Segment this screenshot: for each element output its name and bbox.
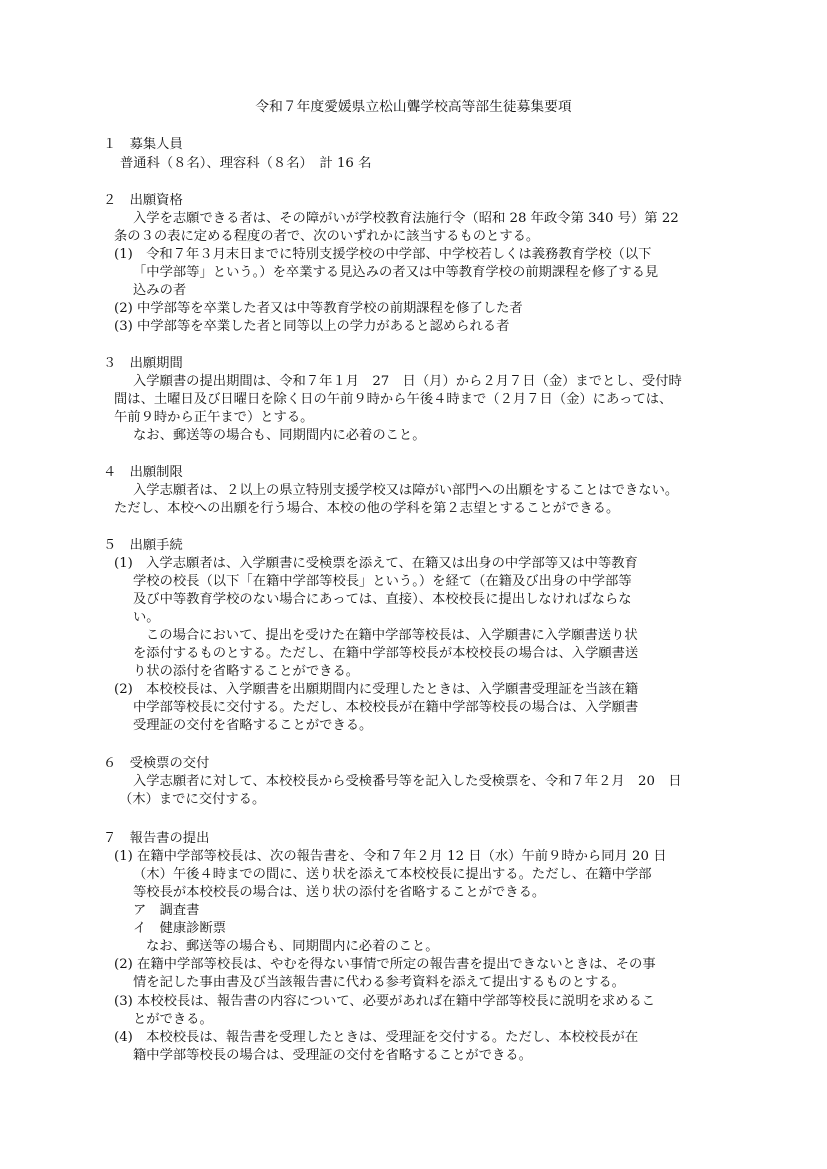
section-5-line: (1) 入学志願者は、入学願書に受検票を添えて、在籍又は出身の中学部等又は中等教育 <box>114 556 638 571</box>
section-5-line: 受理証の交付を省略することができる。 <box>133 718 373 733</box>
section-5-heading: ５ 出願手続 <box>103 538 183 553</box>
section-7-line: (3) 本校校長は、報告書の内容について、必要があれば在籍中学部等校長に説明を求めるこ <box>114 994 656 1009</box>
section-4-heading: ４ 出願制限 <box>103 465 183 480</box>
section-7-line: 情を記した事由書及び当該報告書に代わる参考資料を添えて提出するものとする。 <box>133 975 625 990</box>
section-2-line: 条の３の表に定める程度の者で、次のいずれかに該当するものとする。 <box>114 229 540 244</box>
section-7-heading: ７ 報告書の提出 <box>103 831 210 846</box>
section-2-line: (1) 令和７年３月末日までに特別支援学校の中学部、中学校若しくは義務教育学校（以下 <box>114 247 652 262</box>
section-7-line: (2) 在籍中学部等校長は、やむを得ない事情で所定の報告書を提出できないときは、その事 <box>114 957 656 972</box>
section-2-heading: ２ 出願資格 <box>103 193 183 208</box>
section-6-line: 入学志願者に対して、本校校長から受検番号等を記入した受検票を、令和７年２月 20 日 <box>133 774 682 789</box>
document-title: 令和７年度愛媛県立松山聾学校高等部生徒募集要項 <box>255 99 572 115</box>
section-4-line: ただし、本校への出願を行う場合、本校の他の学科を第２志望とすることができる。 <box>114 501 620 516</box>
section-3-line: 間は、土曜日及び日曜日を除く日の午前９時から午後４時まで（２月７日（金）にあっては、 <box>114 392 673 407</box>
section-7-line: （木）午後４時までの間に、送り状を添えて本校校長に提出する。ただし、在籍中学部 <box>133 867 652 882</box>
section-4-line: 入学志願者は、２以上の県立特別支援学校又は障がい部門への出願をすることはできない。 <box>133 483 679 498</box>
section-2-line: 「中学部等」という。）を卒業する見込みの者又は中等教育学校の前期課程を修了する見 <box>133 265 659 280</box>
section-5-line: 中学部等校長に交付する。ただし、本校校長が在籍中学部等校長の場合は、入学願書 <box>133 700 639 715</box>
section-2-line: 込みの者 <box>133 283 187 298</box>
section-2-line: (3) 中学部等を卒業した者と同等以上の学力があると認められる者 <box>114 319 510 334</box>
section-5-line: り状の添付を省略することができる。 <box>133 664 360 679</box>
section-5-line: この場合において、提出を受けた在籍中学部等校長は、入学願書に入学願書送り状 <box>146 628 638 643</box>
section-5-line: 及び中等教育学校のない場合にあっては、直接）、本校校長に提出しなければならな <box>133 592 632 607</box>
section-2-line: 入学を志願できる者は、その障がいが学校教育法施行令（昭和 28 年政令第 340 号）第 22 <box>133 211 679 226</box>
section-7-line: なお、郵送等の場合も、同期間内に必着のこと。 <box>146 939 439 954</box>
section-7-line: 等校長が本校校長の場合は、送り状の添付を省略することができる。 <box>133 885 546 900</box>
section-5-line: い。 <box>133 610 160 625</box>
section-3-line: 午前９時から正午まで）とする。 <box>114 410 314 425</box>
section-5-line: 学校の校長（以下「在籍中学部等校長」という。）を経て（在籍及び出身の中学部等 <box>133 574 632 589</box>
section-7-line: (4) 本校校長は、報告書を受理したときは、受理証を交付する。ただし、本校校長が在 <box>114 1030 639 1045</box>
section-7-line: (1) 在籍中学部等校長は、次の報告書を、令和７年２月 12 日（水）午前９時から同月 20 日 <box>114 849 667 864</box>
section-3-line: 入学願書の提出期間は、令和７年１月 27 日（月）から２月７日（金）までとし、受付時 <box>133 374 682 389</box>
section-7-line: 籍中学部等校長の場合は、受理証の交付を省略することができる。 <box>133 1048 532 1063</box>
section-1-line: 普通科（８名）、理容科（８名） 計 16 名 <box>120 156 372 171</box>
section-2-line: (2) 中学部等を卒業した者又は中等教育学校の前期課程を修了した者 <box>114 301 523 316</box>
section-7-line: とができる。 <box>133 1012 213 1027</box>
section-5-line: (2) 本校校長は、入学願書を出願期間内に受理したときは、入学願書受理証を当該在籍 <box>114 682 639 697</box>
section-3-heading: ３ 出願期間 <box>103 356 183 371</box>
section-7-line: ア 調査書 <box>133 903 200 918</box>
section-3-line: なお、郵送等の場合も、同期間内に必着のこと。 <box>133 428 426 443</box>
section-5-line: を添付するものとする。ただし、在籍中学部等校長が本校校長の場合は、入学願書送 <box>133 646 639 661</box>
section-1-heading: １ 募集人員 <box>103 137 183 152</box>
section-7-line: イ 健康診断票 <box>133 921 227 936</box>
section-6-heading: ６ 受検票の交付 <box>103 756 210 771</box>
section-6-line: （木）までに交付する。 <box>119 792 266 807</box>
